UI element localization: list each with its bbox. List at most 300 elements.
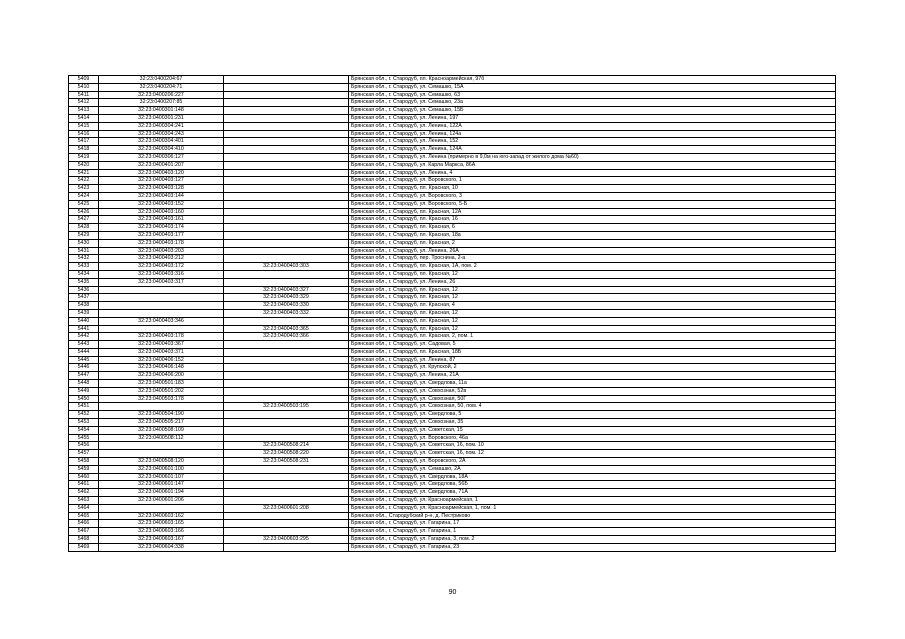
table-row xyxy=(69,231,836,239)
address-cell: Брянская обл., г. Стародуб, ул. Совхозная, 52в xyxy=(349,387,836,395)
table-row xyxy=(69,372,836,380)
parent-cadastral-number-cell: 32:23:0400508:220 xyxy=(224,450,349,458)
parent-cadastral-number-cell xyxy=(224,231,349,239)
cadastral-number-cell: 32:23:0400508:120 xyxy=(99,458,224,466)
address-cell: Брянская обл., г. Стародуб, ул. Совхозная, 35 xyxy=(349,419,836,427)
table-row xyxy=(69,380,836,388)
row-number-cell: 5466 xyxy=(69,520,99,528)
cadastral-number-cell: 32:23:0400403:177 xyxy=(99,231,224,239)
address-cell: Брянская обл., г. Стародуб, ул. Свердлова, 11а xyxy=(349,380,836,388)
row-number-cell: 5448 xyxy=(69,380,99,388)
address-cell: Брянская обл., г. Стародуб, ул. Ленина, 152 xyxy=(349,138,836,146)
cadastral-number-cell: 32:23:0400306:127 xyxy=(99,153,224,161)
parent-cadastral-number-cell xyxy=(224,419,349,427)
address-cell: Брянская обл., г. Стародуб, пл. Красная, 2 xyxy=(349,239,836,247)
parent-cadastral-number-cell xyxy=(224,411,349,419)
address-cell: Брянская обл., г. Стародуб, пл. Красная, 12 xyxy=(349,309,836,317)
row-number-cell: 5434 xyxy=(69,270,99,278)
row-number-cell: 5429 xyxy=(69,231,99,239)
address-cell: Брянская обл., г. Стародуб, ул. Гагарина, 3, пом. 2 xyxy=(349,536,836,544)
cadastral-number-cell: 32:23:0400501:202 xyxy=(99,387,224,395)
cadastral-number-cell: 32:23:0400403:144 xyxy=(99,192,224,200)
table-row xyxy=(69,263,836,271)
table-row xyxy=(69,224,836,232)
table-row xyxy=(69,177,836,185)
cadastral-number-cell: 32:23:0400601:206 xyxy=(99,497,224,505)
address-cell: Брянская обл., г. Стародуб, ул. Советская, 16, пом. 10 xyxy=(349,442,836,450)
row-number-cell: 5437 xyxy=(69,294,99,302)
table-row xyxy=(69,216,836,224)
cadastral-number-cell: 32:23:0400601:100 xyxy=(99,465,224,473)
cadastral-number-cell: 32:23:0400601:147 xyxy=(99,481,224,489)
table-row xyxy=(69,309,836,317)
row-number-cell: 5454 xyxy=(69,426,99,434)
address-cell: Брянская обл., г. Стародуб, ул. Совхозная, 50, пом. 4 xyxy=(349,403,836,411)
parent-cadastral-number-cell xyxy=(224,372,349,380)
row-number-cell: 5440 xyxy=(69,317,99,325)
cadastral-number-cell: 32:23:0400501:183 xyxy=(99,380,224,388)
row-number-cell: 5447 xyxy=(69,372,99,380)
address-cell: Брянская обл., г. Стародуб, пл. Красная, 12 xyxy=(349,325,836,333)
parent-cadastral-number-cell xyxy=(224,114,349,122)
table-row xyxy=(69,192,836,200)
parent-cadastral-number-cell xyxy=(224,153,349,161)
parent-cadastral-number-cell: 32:23:0400601:208 xyxy=(224,504,349,512)
row-number-cell: 5468 xyxy=(69,536,99,544)
address-cell: Брянская обл., г. Стародуб, ул. Гагарина, 23 xyxy=(349,543,836,551)
cadastral-number-cell xyxy=(99,309,224,317)
address-cell: Брянская обл., г. Стародуб, пл. Красная, 12А xyxy=(349,208,836,216)
row-number-cell: 5414 xyxy=(69,114,99,122)
address-cell: Брянская обл., г. Стародуб, ул. Свердлова, 18А xyxy=(349,473,836,481)
row-number-cell: 5459 xyxy=(69,465,99,473)
address-cell: Брянская обл., г. Стародуб, ул. Ленина, 26А xyxy=(349,247,836,255)
row-number-cell: 5435 xyxy=(69,278,99,286)
cadastral-number-cell: 32:23:0400403:203 xyxy=(99,247,224,255)
table-row xyxy=(69,286,836,294)
table-row xyxy=(69,255,836,263)
address-cell: Брянская обл., г. Стародуб, ул. Красноармейская, 1, пом. 1 xyxy=(349,504,836,512)
row-number-cell: 5441 xyxy=(69,325,99,333)
address-cell: Брянская обл., г. Стародуб, ул. Ленина, 124а xyxy=(349,130,836,138)
parent-cadastral-number-cell xyxy=(224,208,349,216)
address-cell: Брянская обл., г. Стародуб, пл. Красная, 1А, пом. 2 xyxy=(349,263,836,271)
parent-cadastral-number-cell: 32:23:0400403:365 xyxy=(224,325,349,333)
cadastral-number-cell: 32:23:0400207:85 xyxy=(99,99,224,107)
parent-cadastral-number-cell xyxy=(224,161,349,169)
cadastral-number-cell: 32:23:0400508:112 xyxy=(99,434,224,442)
table-row xyxy=(69,465,836,473)
row-number-cell: 5453 xyxy=(69,419,99,427)
page-number: 90 xyxy=(448,589,457,596)
row-number-cell: 5464 xyxy=(69,504,99,512)
cadastral-number-cell: 32:23:0400603:166 xyxy=(99,528,224,536)
parent-cadastral-number-cell xyxy=(224,465,349,473)
address-cell: Брянская обл., г. Стародуб, пл. Красная, 12 xyxy=(349,270,836,278)
cadastral-number-cell: 32:23:0400601:194 xyxy=(99,489,224,497)
cadastral-number-cell: 32:23:0400601:107 xyxy=(99,473,224,481)
row-number-cell: 5416 xyxy=(69,130,99,138)
parent-cadastral-number-cell xyxy=(224,224,349,232)
table-row xyxy=(69,458,836,466)
parent-cadastral-number-cell xyxy=(224,169,349,177)
table-row xyxy=(69,411,836,419)
cadastral-number-cell: 32:23:0400403:317 xyxy=(99,278,224,286)
cadastral-number-cell: 32:23:0400403:371 xyxy=(99,348,224,356)
parent-cadastral-number-cell: 32:23:0400403:332 xyxy=(224,309,349,317)
parent-cadastral-number-cell xyxy=(224,192,349,200)
address-cell: Брянская обл., г. Стародуб, ул. Воровского, 2А xyxy=(349,458,836,466)
address-cell: Брянская обл., г. Стародуб, ул. Свердлова, 5 xyxy=(349,411,836,419)
address-cell: Брянская обл., г. Стародуб, ул. Ленина, 21А xyxy=(349,372,836,380)
cadastral-number-cell: 32:23:0400603:165 xyxy=(99,520,224,528)
parent-cadastral-number-cell: 32:23:0400403:330 xyxy=(224,302,349,310)
row-number-cell: 5418 xyxy=(69,146,99,154)
cadastral-number-cell: 32:23:0400503:178 xyxy=(99,395,224,403)
parent-cadastral-number-cell xyxy=(224,270,349,278)
address-cell: Брянская обл., г. Стародуб, ул. Гагарина, 1 xyxy=(349,528,836,536)
address-cell: Брянская обл., г. Стародуб, ул. Свердлова, 56Б xyxy=(349,481,836,489)
cadastral-number-cell: 32:23:0400406:200 xyxy=(99,372,224,380)
address-cell: Брянская обл., г. Стародуб, ул. Ленина, 4 xyxy=(349,169,836,177)
cadastral-number-cell: 32:23:0400403:127 xyxy=(99,177,224,185)
address-cell: Брянская обл., г. Стародуб, ул. Семашко, 15А xyxy=(349,83,836,91)
parent-cadastral-number-cell xyxy=(224,497,349,505)
parent-cadastral-number-cell xyxy=(224,543,349,551)
row-number-cell: 5410 xyxy=(69,83,99,91)
table-row xyxy=(69,114,836,122)
table-row xyxy=(69,341,836,349)
address-cell: Брянская обл., г. Стародуб, пл. Красноармейская, 97б xyxy=(349,76,836,84)
table-row xyxy=(69,138,836,146)
cadastral-number-cell: 32:23:0400403:172 xyxy=(99,263,224,271)
row-number-cell: 5413 xyxy=(69,107,99,115)
cadastral-number-cell: 32:23:0400403:160 xyxy=(99,208,224,216)
row-number-cell: 5409 xyxy=(69,76,99,84)
parent-cadastral-number-cell xyxy=(224,481,349,489)
address-cell: Брянская обл., г. Стародуб, пл. Красная, 6 xyxy=(349,224,836,232)
table-row xyxy=(69,169,836,177)
row-number-cell: 5432 xyxy=(69,255,99,263)
table-row xyxy=(69,294,836,302)
parent-cadastral-number-cell xyxy=(224,341,349,349)
cadastral-number-cell: 32:23:0400403:178 xyxy=(99,239,224,247)
cadastral-number-cell: 32:23:0400508:109 xyxy=(99,426,224,434)
table-row xyxy=(69,434,836,442)
cadastral-number-cell: 32:23:0400603:167 xyxy=(99,536,224,544)
table-row xyxy=(69,185,836,193)
row-number-cell: 5469 xyxy=(69,543,99,551)
table-row xyxy=(69,395,836,403)
row-number-cell: 5445 xyxy=(69,356,99,364)
table-row xyxy=(69,153,836,161)
table-row xyxy=(69,364,836,372)
parent-cadastral-number-cell xyxy=(224,83,349,91)
address-cell: Брянская обл., г. Стародуб, ул. Карла Маркса, 86А xyxy=(349,161,836,169)
parent-cadastral-number-cell xyxy=(224,426,349,434)
address-cell: Брянская обл., г. Стародуб, ул. Воровского, 5-Б xyxy=(349,200,836,208)
table-row xyxy=(69,270,836,278)
row-number-cell: 5452 xyxy=(69,411,99,419)
cadastral-number-cell: 32:23:0400301:148 xyxy=(99,107,224,115)
parent-cadastral-number-cell xyxy=(224,138,349,146)
address-cell: Брянская обл., г. Стародуб, пл. Красная, 12 xyxy=(349,294,836,302)
table-row xyxy=(69,520,836,528)
table-row xyxy=(69,333,836,341)
cadastral-number-cell: 32:23:0400204:71 xyxy=(99,83,224,91)
table-row xyxy=(69,450,836,458)
parent-cadastral-number-cell: 32:23:0400403:327 xyxy=(224,286,349,294)
parent-cadastral-number-cell xyxy=(224,434,349,442)
row-number-cell: 5461 xyxy=(69,481,99,489)
parent-cadastral-number-cell xyxy=(224,216,349,224)
table-row xyxy=(69,200,836,208)
table-row xyxy=(69,426,836,434)
cadastral-number-cell xyxy=(99,504,224,512)
cadastral-number-cell: 32:23:0400406:152 xyxy=(99,356,224,364)
address-cell: Брянская обл., г. Стародуб, ул. Красноармейская, 1 xyxy=(349,497,836,505)
row-number-cell: 5439 xyxy=(69,309,99,317)
row-number-cell: 5422 xyxy=(69,177,99,185)
cadastral-number-cell xyxy=(99,403,224,411)
table-row xyxy=(69,302,836,310)
row-number-cell: 5451 xyxy=(69,403,99,411)
row-number-cell: 5417 xyxy=(69,138,99,146)
parent-cadastral-number-cell xyxy=(224,99,349,107)
row-number-cell: 5428 xyxy=(69,224,99,232)
address-cell: Брянская обл., г. Стародуб, пл. Красная, 16 xyxy=(349,216,836,224)
row-number-cell: 5412 xyxy=(69,99,99,107)
parent-cadastral-number-cell xyxy=(224,528,349,536)
row-number-cell: 5433 xyxy=(69,263,99,271)
table-row xyxy=(69,99,836,107)
cadastral-number-cell: 32:23:0400403:346 xyxy=(99,317,224,325)
table-row xyxy=(69,107,836,115)
table-row xyxy=(69,317,836,325)
row-number-cell: 5438 xyxy=(69,302,99,310)
parent-cadastral-number-cell xyxy=(224,247,349,255)
parent-cadastral-number-cell: 32:23:0400403:329 xyxy=(224,294,349,302)
parent-cadastral-number-cell xyxy=(224,380,349,388)
parent-cadastral-number-cell xyxy=(224,76,349,84)
row-number-cell: 5425 xyxy=(69,200,99,208)
parent-cadastral-number-cell xyxy=(224,122,349,130)
table-row xyxy=(69,387,836,395)
cadastral-number-cell: 32:23:0400206:227 xyxy=(99,91,224,99)
row-number-cell: 5430 xyxy=(69,239,99,247)
table-row xyxy=(69,528,836,536)
address-cell: Брянская обл., г. Стародуб, ул. Воровского, 1 xyxy=(349,177,836,185)
table-row xyxy=(69,130,836,138)
address-cell: Брянская обл., г. Стародуб, ул. Семашко, 15Б xyxy=(349,107,836,115)
address-cell: Брянская обл., г. Стародуб, ул. Воровского, 46а xyxy=(349,434,836,442)
row-number-cell: 5442 xyxy=(69,333,99,341)
parent-cadastral-number-cell xyxy=(224,356,349,364)
row-number-cell: 5458 xyxy=(69,458,99,466)
parent-cadastral-number-cell xyxy=(224,520,349,528)
table-row xyxy=(69,278,836,286)
address-cell: Брянская обл., г. Стародуб, ул. Ленина, 26 xyxy=(349,278,836,286)
cadastral-number-cell: 32:23:0400406:148 xyxy=(99,364,224,372)
address-cell: Брянская обл., г. Стародуб, пл. Красная, 18а xyxy=(349,231,836,239)
row-number-cell: 5449 xyxy=(69,387,99,395)
address-cell: Брянская обл., г. Стародуб, ул. Ленина, 124А xyxy=(349,146,836,154)
table-row xyxy=(69,481,836,489)
cadastral-number-cell: 32:23:0400505:217 xyxy=(99,419,224,427)
parent-cadastral-number-cell xyxy=(224,177,349,185)
parent-cadastral-number-cell xyxy=(224,387,349,395)
address-cell: Брянская обл., г. Стародуб, ул. Свердлова, 71А xyxy=(349,489,836,497)
cadastral-number-cell: 32:23:0400403:174 xyxy=(99,224,224,232)
table-row xyxy=(69,442,836,450)
table-row xyxy=(69,161,836,169)
parent-cadastral-number-cell: 32:23:0400508:231 xyxy=(224,458,349,466)
parent-cadastral-number-cell xyxy=(224,473,349,481)
address-cell: Брянская обл., г. Стародуб, ул. Семашко, 2А xyxy=(349,465,836,473)
table-row xyxy=(69,356,836,364)
address-cell: Брянская обл., Стародубский р-н, д. Пестриково xyxy=(349,512,836,520)
parent-cadastral-number-cell xyxy=(224,130,349,138)
row-number-cell: 5450 xyxy=(69,395,99,403)
row-number-cell: 5465 xyxy=(69,512,99,520)
address-cell: Брянская обл., г. Стародуб, пл. Красная, 12 xyxy=(349,286,836,294)
address-cell: Брянская обл., г. Стародуб, ул. Ленина, 87 xyxy=(349,356,836,364)
row-number-cell: 5427 xyxy=(69,216,99,224)
cadastral-number-cell xyxy=(99,294,224,302)
cadastral-number-cell: 32:23:0400403:120 xyxy=(99,169,224,177)
address-cell: Брянская обл., г. Стародуб, пл. Красная, 18Б xyxy=(349,348,836,356)
registry-table xyxy=(68,75,836,552)
parent-cadastral-number-cell: 32:23:0400508:214 xyxy=(224,442,349,450)
row-number-cell: 5420 xyxy=(69,161,99,169)
address-cell: Брянская обл., г. Стародуб, ул. Ленина (примерно в 9,0м на юго-запад от жилого дома №60) xyxy=(349,153,836,161)
cadastral-number-cell xyxy=(99,325,224,333)
cadastral-number-cell xyxy=(99,450,224,458)
table-row xyxy=(69,512,836,520)
address-cell: Брянская обл., г. Стародуб, пер. Троснина, 2-а xyxy=(349,255,836,263)
parent-cadastral-number-cell: 32:23:0400403:366 xyxy=(224,333,349,341)
cadastral-number-cell: 32:23:0400401:207 xyxy=(99,161,224,169)
row-number-cell: 5443 xyxy=(69,341,99,349)
address-cell: Брянская обл., г. Стародуб, ул. Гагарина, 17 xyxy=(349,520,836,528)
parent-cadastral-number-cell xyxy=(224,239,349,247)
address-cell: Брянская обл., г. Стародуб, пл. Красная, 12 xyxy=(349,317,836,325)
row-number-cell: 5426 xyxy=(69,208,99,216)
parent-cadastral-number-cell xyxy=(224,364,349,372)
table-row xyxy=(69,76,836,84)
address-cell: Брянская обл., г. Стародуб, ул. Семашко, 23а xyxy=(349,99,836,107)
parent-cadastral-number-cell xyxy=(224,489,349,497)
table-row xyxy=(69,83,836,91)
table-row xyxy=(69,247,836,255)
row-number-cell: 5456 xyxy=(69,442,99,450)
table-row xyxy=(69,543,836,551)
address-cell: Брянская обл., г. Стародуб, ул. Совхозная, 50Г xyxy=(349,395,836,403)
cadastral-number-cell xyxy=(99,302,224,310)
parent-cadastral-number-cell xyxy=(224,348,349,356)
cadastral-number-cell: 32:23:0400403:178 xyxy=(99,333,224,341)
cadastral-number-cell xyxy=(99,286,224,294)
address-cell: Брянская обл., г. Стародуб, пл. Красная, 2, пом. 1 xyxy=(349,333,836,341)
row-number-cell: 5446 xyxy=(69,364,99,372)
row-number-cell: 5457 xyxy=(69,450,99,458)
row-number-cell: 5436 xyxy=(69,286,99,294)
table-row xyxy=(69,208,836,216)
cadastral-number-cell: 32:23:0400603:162 xyxy=(99,512,224,520)
address-cell: Брянская обл., г. Стародуб, ул. Ленина, 122А xyxy=(349,122,836,130)
parent-cadastral-number-cell xyxy=(224,91,349,99)
parent-cadastral-number-cell xyxy=(224,278,349,286)
cadastral-number-cell: 32:23:0400304:243 xyxy=(99,130,224,138)
table-row xyxy=(69,473,836,481)
row-number-cell: 5421 xyxy=(69,169,99,177)
parent-cadastral-number-cell: 32:23:0400503:195 xyxy=(224,403,349,411)
table-row xyxy=(69,489,836,497)
cadastral-number-cell: 32:23:0400403:128 xyxy=(99,185,224,193)
table-row xyxy=(69,122,836,130)
row-number-cell: 5467 xyxy=(69,528,99,536)
parent-cadastral-number-cell: 32:23:0400603:295 xyxy=(224,536,349,544)
registry-table-body xyxy=(69,76,836,552)
row-number-cell: 5411 xyxy=(69,91,99,99)
parent-cadastral-number-cell xyxy=(224,317,349,325)
cadastral-number-cell: 32:23:0400304:401 xyxy=(99,138,224,146)
cadastral-number-cell: 32:23:0400403:152 xyxy=(99,200,224,208)
parent-cadastral-number-cell xyxy=(224,395,349,403)
address-cell: Брянская обл., г. Стародуб, ул. Крупской, 2 xyxy=(349,364,836,372)
cadastral-number-cell: 32:23:0400301:231 xyxy=(99,114,224,122)
row-number-cell: 5455 xyxy=(69,434,99,442)
table-row xyxy=(69,536,836,544)
address-cell: Брянская обл., г. Стародуб, пл. Красная, 4 xyxy=(349,302,836,310)
address-cell: Брянская обл., г. Стародуб, пл. Красная, 10 xyxy=(349,185,836,193)
parent-cadastral-number-cell xyxy=(224,255,349,263)
row-number-cell: 5419 xyxy=(69,153,99,161)
parent-cadastral-number-cell xyxy=(224,185,349,193)
table-row xyxy=(69,419,836,427)
row-number-cell: 5424 xyxy=(69,192,99,200)
cadastral-number-cell: 32:23:0400403:161 xyxy=(99,216,224,224)
address-cell: Брянская обл., г. Стародуб, ул. Воровского, 3 xyxy=(349,192,836,200)
parent-cadastral-number-cell: 32:23:0400403:303 xyxy=(224,263,349,271)
address-cell: Брянская обл., г. Стародуб, ул. Семашко, 63 xyxy=(349,91,836,99)
cadastral-number-cell: 32:23:0400403:316 xyxy=(99,270,224,278)
parent-cadastral-number-cell xyxy=(224,200,349,208)
row-number-cell: 5463 xyxy=(69,497,99,505)
address-cell: Брянская обл., г. Стародуб, ул. Садовая, 5 xyxy=(349,341,836,349)
parent-cadastral-number-cell xyxy=(224,107,349,115)
table-row xyxy=(69,403,836,411)
row-number-cell: 5431 xyxy=(69,247,99,255)
cadastral-number-cell: 32:23:0400403:212 xyxy=(99,255,224,263)
table-row xyxy=(69,91,836,99)
address-cell: Брянская обл., г. Стародуб, ул. Советская, 16, пом. 12 xyxy=(349,450,836,458)
parent-cadastral-number-cell xyxy=(224,146,349,154)
table-row xyxy=(69,146,836,154)
table-row xyxy=(69,325,836,333)
address-cell: Брянская обл., г. Стародуб, ул. Ленина, 197 xyxy=(349,114,836,122)
cadastral-number-cell: 32:23:0400403:367 xyxy=(99,341,224,349)
row-number-cell: 5415 xyxy=(69,122,99,130)
row-number-cell: 5444 xyxy=(69,348,99,356)
cadastral-number-cell: 32:23:0400304:410 xyxy=(99,146,224,154)
table-row xyxy=(69,239,836,247)
table-row xyxy=(69,504,836,512)
cadastral-number-cell: 32:23:0400204:67 xyxy=(99,76,224,84)
cadastral-number-cell: 32:23:0400504:190 xyxy=(99,411,224,419)
row-number-cell: 5423 xyxy=(69,185,99,193)
row-number-cell: 5460 xyxy=(69,473,99,481)
